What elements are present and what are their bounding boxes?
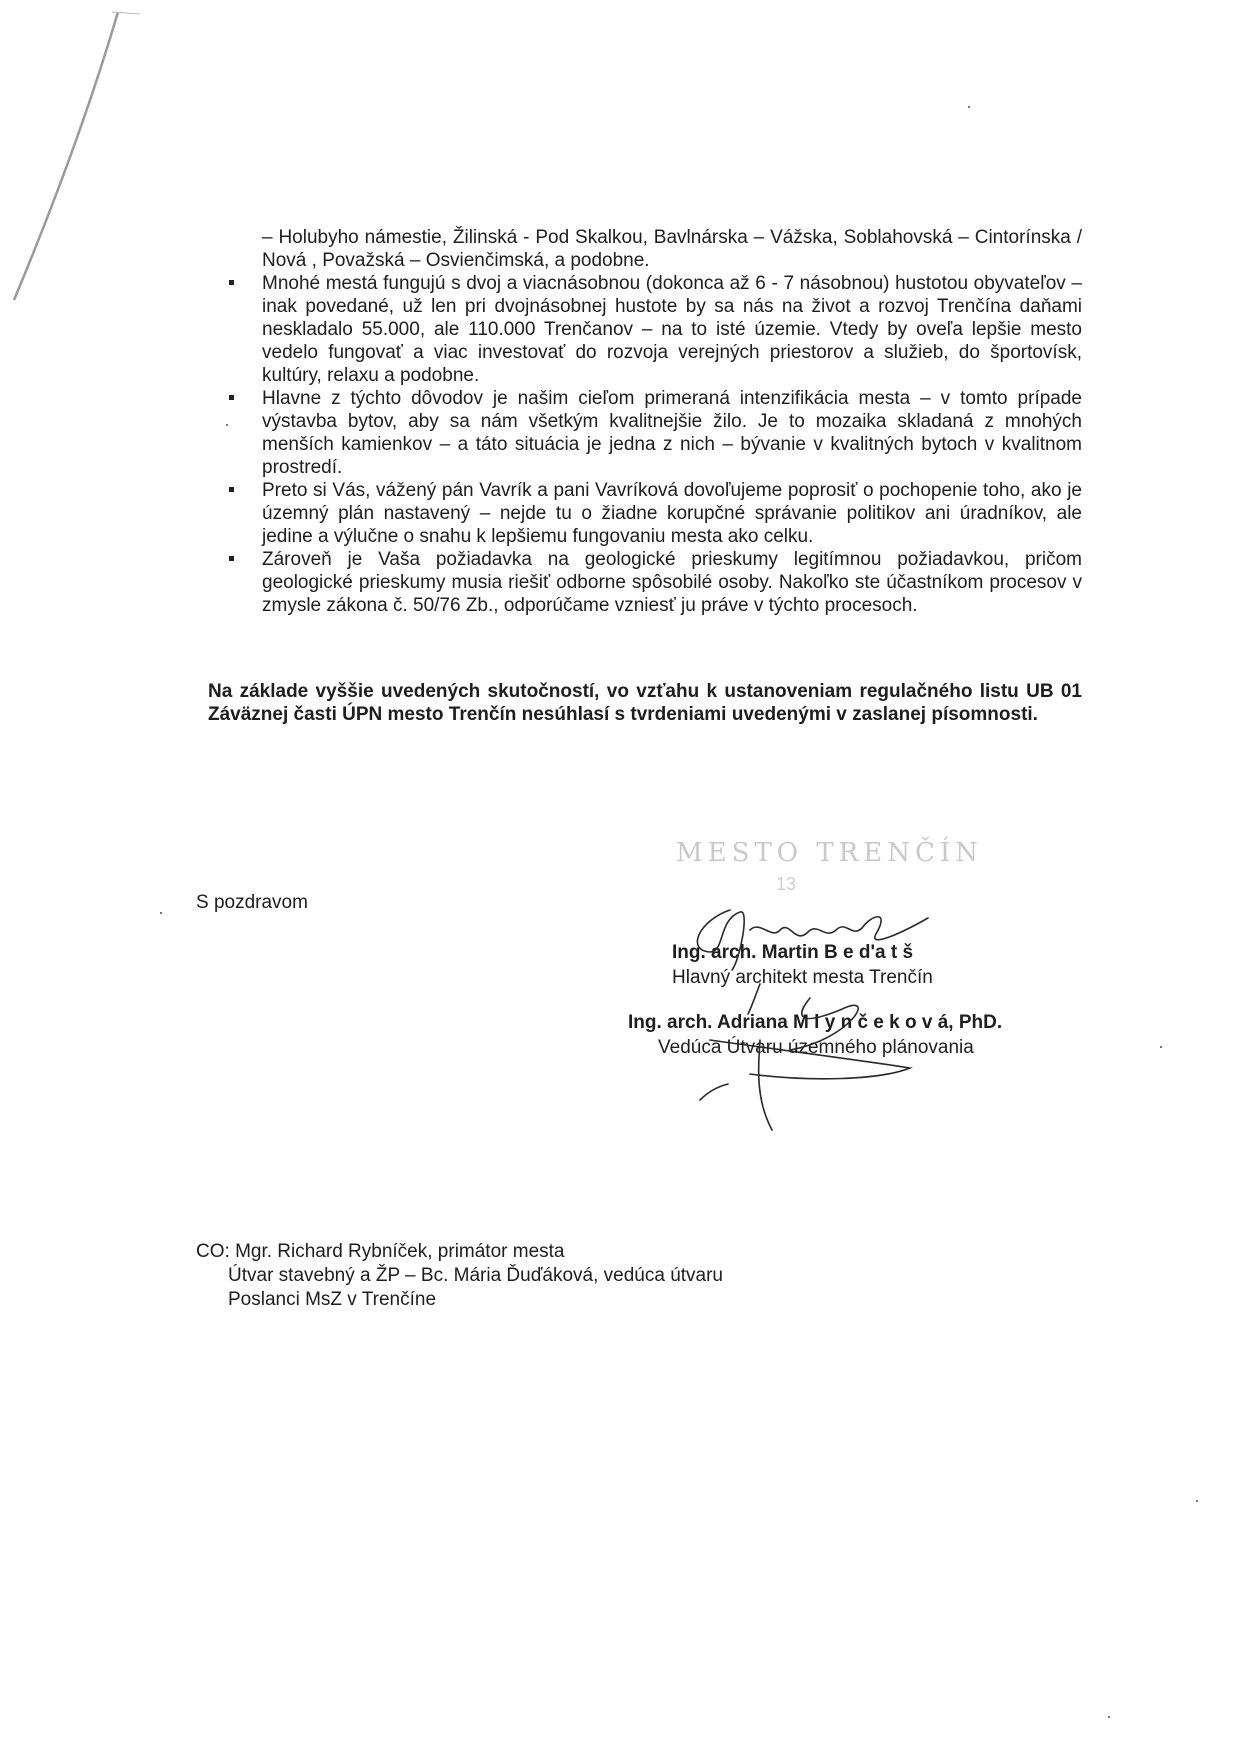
body-text — [262, 226, 1082, 617]
bullet-icon — [229, 395, 234, 400]
cc-block — [196, 1240, 723, 1312]
signatory-name: Ing. arch. Adriana M l y n č e k o v á, PhD. — [628, 1012, 1003, 1033]
bullet-icon — [229, 280, 234, 285]
scan-speck — [226, 424, 228, 426]
bullet-list — [262, 272, 1082, 617]
bullet-item — [262, 548, 1082, 617]
signatory-name: Ing. arch. Martin B e d'a t š — [672, 942, 914, 963]
cc-recipient: Útvar stavebný a ŽP – Bc. Mária Ďuďáková, vedúca útvaru — [228, 1265, 724, 1286]
bullet-text: Zároveň je Vaša požiadavka na geologické prieskumy legitímnou požiadavkou, pričom geologické prieskumy musia riešiť odborne spôsobilé osoby. Nakoľko ste účastníkom procesov v zmysle zákona č. 50/76 Zb., odporúčame vzniesť ju práve v týchto procesoch. — [262, 549, 1082, 616]
scan-speck — [968, 106, 970, 108]
signatory-role: Vedúca Útvaru územného plánovania — [658, 1037, 974, 1058]
scan-speck — [1196, 1500, 1198, 1502]
bullet-icon — [229, 487, 234, 492]
conclusion-paragraph: Na základe vyššie uvedených skutočností, vo vzťahu k ustanoveniam regulačného listu UB 01 Záväznej časti ÚPN mesto Trenčín nesúhlasí s tvrdeniami uvedenými v zaslanej písomnosti. — [208, 681, 1082, 725]
cc-recipient: Mgr. Richard Rybníček, primátor mesta — [235, 1241, 565, 1262]
bullet-text: Mnohé mestá fungujú s dvoj a viacnásobnou (dokonca až 6 - 7 násobnou) hustotou obyvateľov – inak povedané, už len pri dvojnásobnej hustote by sa nás na život a rozvoj Trenčína daňami neskladalo 55.000, ale 110.000 Trenčanov – na to isté územie. Vtedy by oveľa lepšie mesto vedelo fungovať a viac investovať do rozvoja verejných priestorov a služieb, do športovísk, kultúry, relaxu a podobne. — [262, 273, 1082, 386]
scan-speck — [1108, 1716, 1110, 1718]
signatory-role: Hlavný architekt mesta Trenčín — [672, 967, 933, 988]
bullet-icon — [229, 556, 234, 561]
bullet-text: Preto si Vás, vážený pán Vavrík a pani Vavríková dovoľujeme poprosiť o pochopenie toho, ako je územný plán nastavený – nejde tu o žiadne korupčné správanie politikov ani úradníkov, ale jedine a výlučne o snahu k lepšiemu fungovaniu mesta ako celku. — [262, 480, 1082, 547]
continuation-paragraph: – Holubyho námestie, Žilinská - Pod Skalkou, Bavlnárska – Vážska, Soblahovská – Cintorínska / Nová , Považská – Osvienčimská, a podobne. — [262, 227, 1082, 271]
scan-speck — [1160, 1046, 1162, 1048]
handwritten-signature — [640, 890, 1000, 1140]
bullet-item — [262, 387, 1082, 479]
cc-recipient: Poslanci MsZ v Trenčíne — [228, 1289, 437, 1310]
cc-line — [196, 1240, 723, 1264]
bullet-item — [262, 272, 1082, 387]
cc-label: CO: — [196, 1241, 230, 1262]
scan-speck — [160, 912, 162, 914]
greeting: S pozdravom — [196, 892, 308, 913]
official-stamp: MESTO TRENČÍN — [676, 838, 983, 868]
bullet-text: Hlavne z týchto dôvodov je našim cieľom primeraná intenzifikácia mesta – v tomto prípade výstavba bytov, aby sa nám všetkým kvalitnejšie žilo. Je to mozaika skladaná z mnohých menších kamienkov – a táto situácia je jedna z nich – bývanie v kvalitných bytoch v kvalitnom prostredí. — [262, 388, 1082, 478]
scan-edge-mark — [0, 0, 140, 320]
stamp-number: 13 — [776, 874, 797, 894]
bullet-item — [262, 479, 1082, 548]
